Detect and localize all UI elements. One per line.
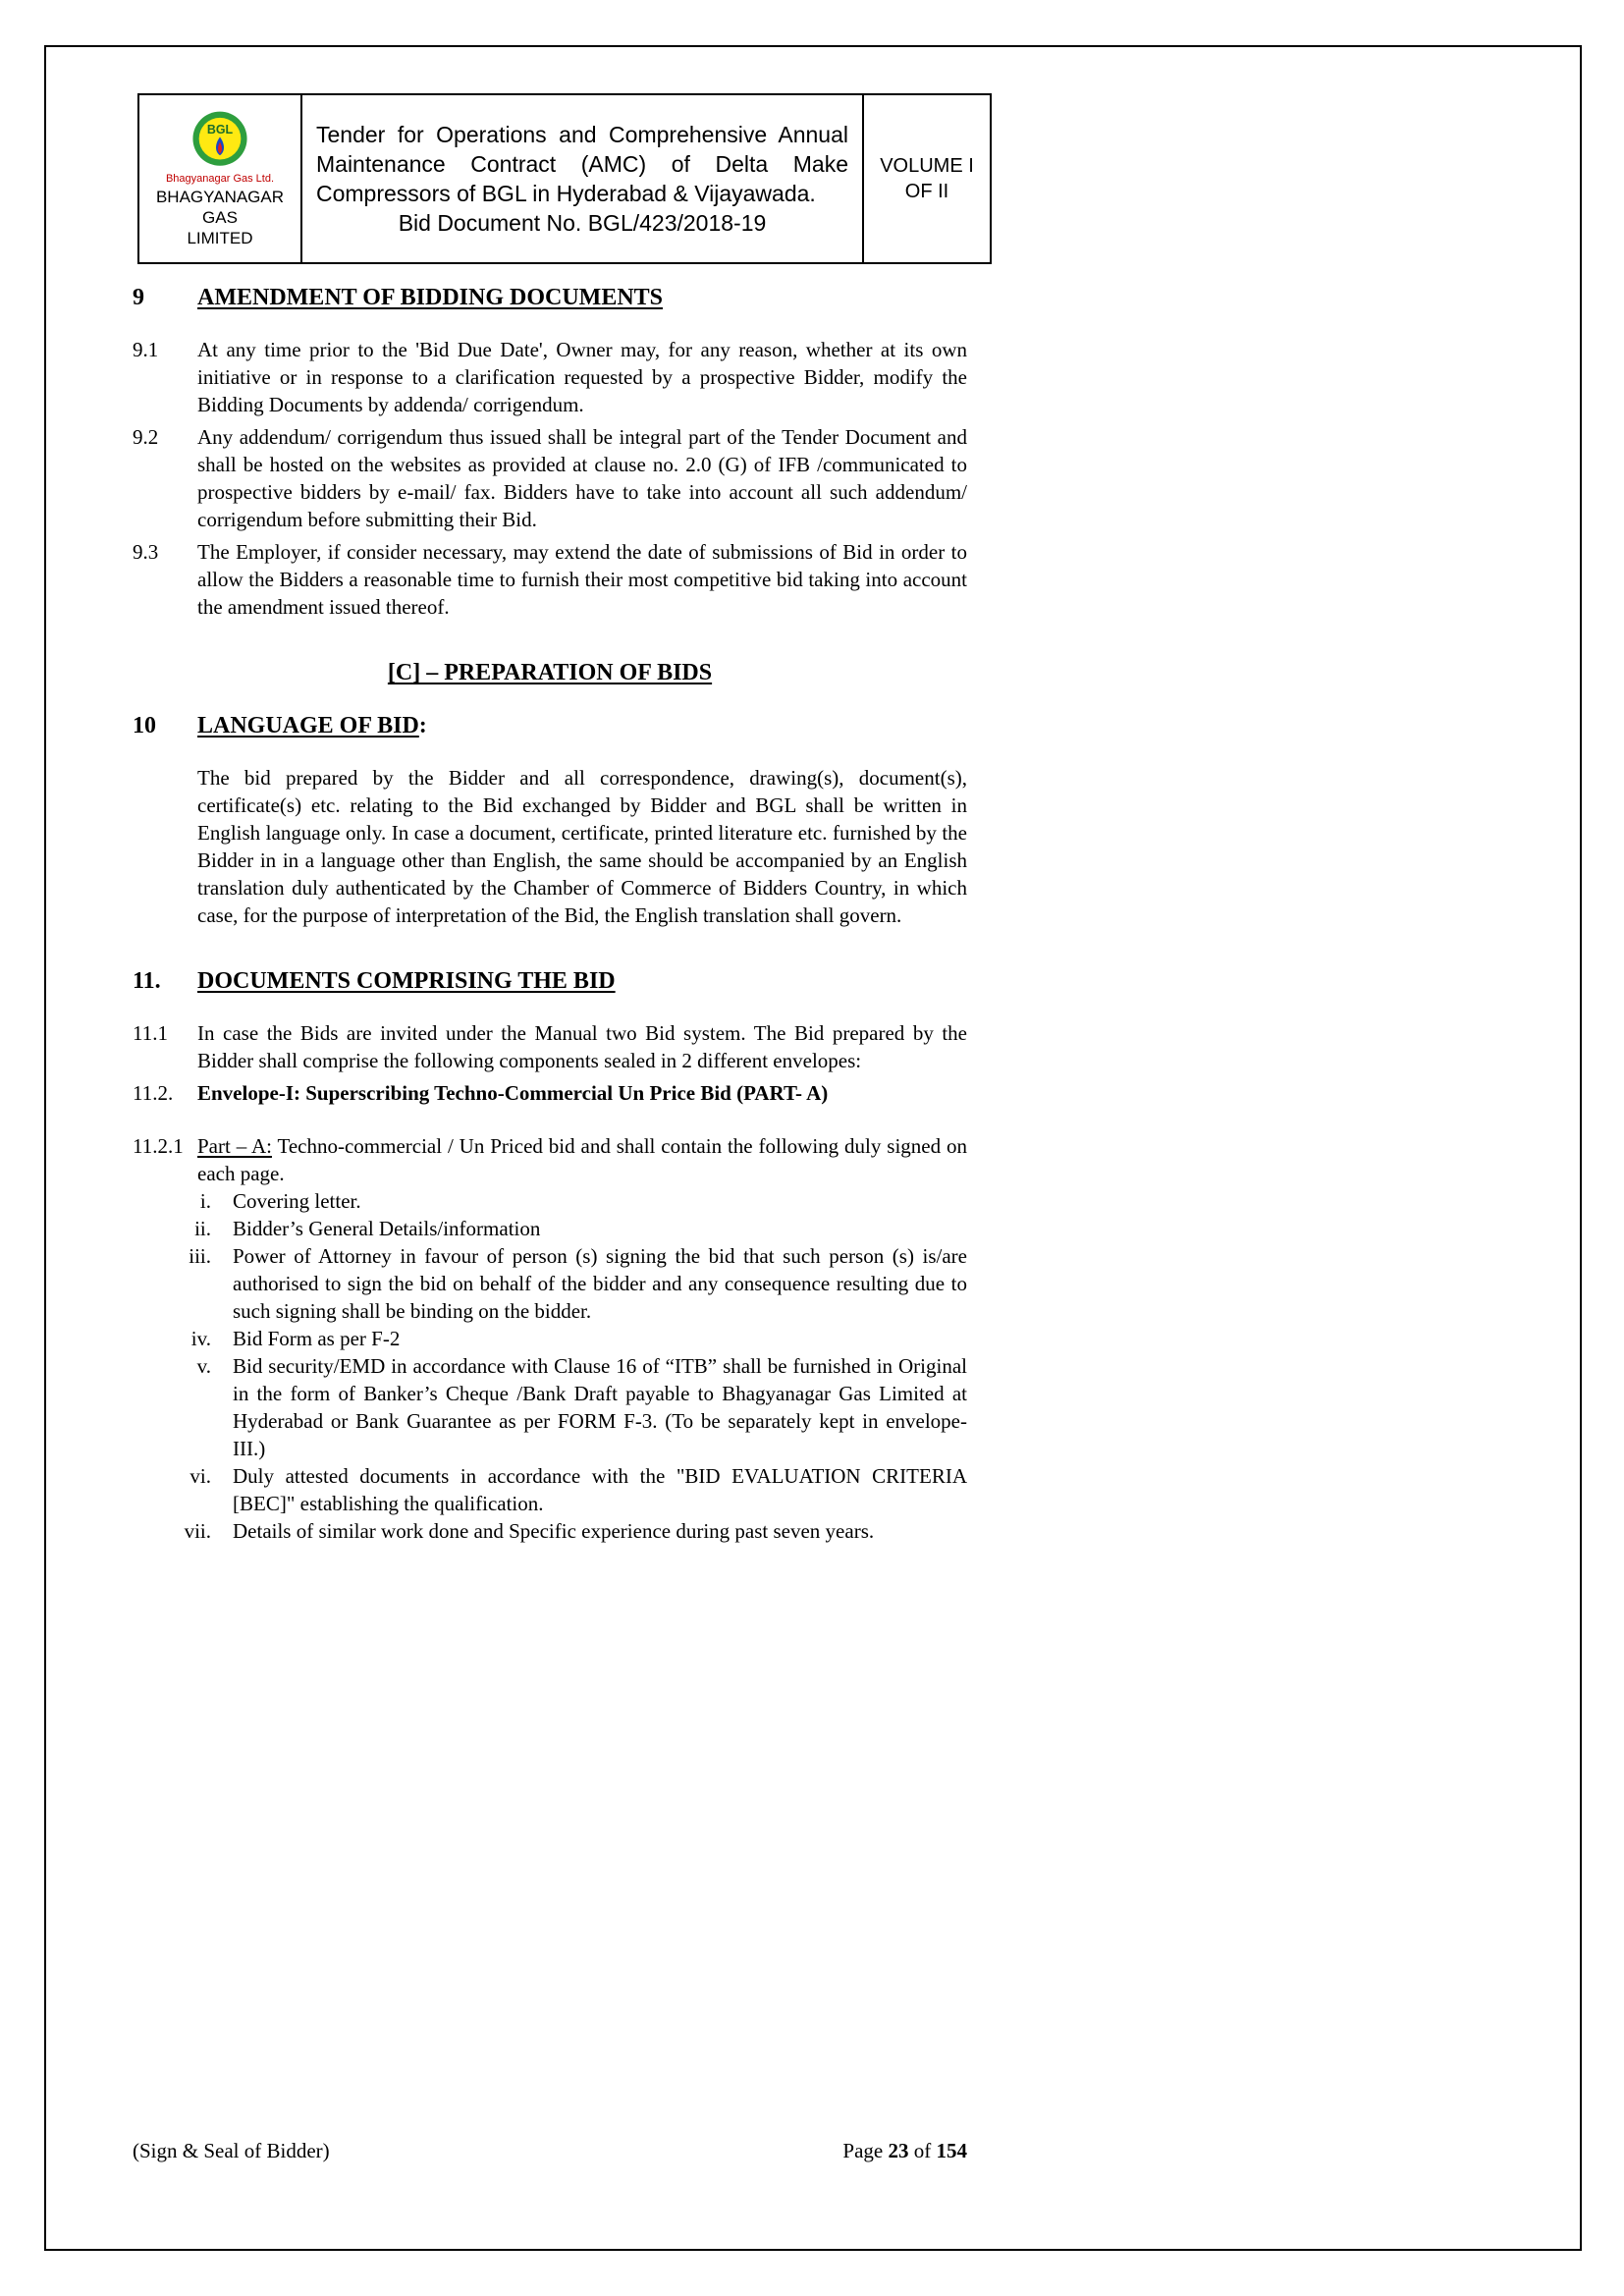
list-text: Bid Form as per F-2 (233, 1327, 401, 1350)
list-text: Details of similar work done and Specific experience during past seven years. (233, 1519, 875, 1543)
clause-text: At any time prior to the 'Bid Due Date', Owner may, for any reason, whether at its own initiative or in response to a clarification requested by a prospective Bidder, modify the Bidding Documents by addenda/ corrigendum. (197, 338, 967, 416)
list-item-i (133, 1187, 967, 1215)
clause-text: The bid prepared by the Bidder and all correspondence, drawing(s), document(s), certificate(s) etc. relating to the Bid exchanged by Bidder and BGL shall be written in English language only. In case a document, certificate, printed literature etc. furnished by the Bidder in in a language other than English, the same should be accompanied by an English translation duly authenticated by the Chamber of Commerce of Bidders Country, in which case, for the purpose of interpretation of the Bid, the English translation shall govern. (197, 766, 967, 927)
preparation-of-bids-title: [C] – PREPARATION OF BIDS (387, 660, 713, 685)
clause-text: In case the Bids are invited under the Manual two Bid system. The Bid prepared by the Bidder shall comprise the following components sealed in 2 different envelopes: (197, 1021, 967, 1072)
section-9-title: AMENDMENT OF BIDDING DOCUMENTS (197, 285, 664, 310)
clause-11-2 (133, 1079, 967, 1107)
bid-document-number: Bid Document No. BGL/423/2018-19 (398, 210, 767, 236)
logo-cell (139, 95, 302, 262)
clause-9-2 (133, 423, 967, 533)
list-item-ii (133, 1215, 967, 1242)
title-cell (302, 95, 864, 262)
clause-number: 9.1 (133, 338, 159, 361)
page-indicator (842, 2139, 967, 2163)
document-body (133, 283, 967, 1545)
page-total: 154 (936, 2139, 967, 2162)
page-footer (133, 2139, 967, 2163)
clause-11-2-1 (133, 1132, 967, 1187)
page-word: Page (842, 2139, 889, 2162)
clause-11-1 (133, 1019, 967, 1074)
clause-text: The Employer, if consider necessary, may extend the date of submissions of Bid in order to allow the Bidders a reasonable time to furnish their most competitive bid taking into account the amendment issued thereof. (197, 540, 967, 619)
volume-cell (864, 95, 990, 262)
section-9-heading (133, 283, 967, 312)
org-name (143, 187, 297, 248)
list-marker: vii. (184, 1519, 211, 1543)
list-marker: iii. (189, 1244, 211, 1268)
list-marker: ii. (194, 1217, 211, 1240)
org-name-line2: LIMITED (187, 229, 253, 247)
volume-line2: OF II (904, 181, 949, 202)
logo-caption: Bhagyanagar Gas Ltd. (165, 173, 275, 185)
clause-number: 11.1 (133, 1021, 168, 1045)
list-text: Duly attested documents in accordance with the "BID EVALUATION CRITERIA [BEC]" establishing the qualification. (233, 1464, 967, 1515)
list-item-v (133, 1352, 967, 1462)
clause-9-3 (133, 538, 967, 621)
list-text: Bid security/EMD in accordance with Clause 16 of “ITB” shall be furnished in Original in the form of Banker’s Cheque /Bank Draft payable to Bhagyanagar Gas Limited at Hyderabad or Bank Guarantee as per FORM F-3. (To be separately kept in envelope-III.) (233, 1354, 967, 1460)
section-10-colon: : (418, 713, 427, 738)
sign-seal-note: (Sign & Seal of Bidder) (133, 2139, 330, 2162)
section-11-heading (133, 966, 967, 996)
clause-text: Techno-commercial / Un Priced bid and shall contain the following duly signed on each page. (197, 1134, 967, 1185)
org-name-line1: BHAGYANAGAR GAS (155, 188, 285, 227)
section-9-number: 9 (133, 285, 144, 310)
preparation-of-bids-heading (133, 658, 967, 687)
list-item-iv (133, 1325, 967, 1352)
section-10-heading (133, 711, 967, 740)
clause-9-1 (133, 336, 967, 418)
svg-text:BGL: BGL (206, 122, 234, 137)
list-text: Bidder’s General Details/information (233, 1217, 541, 1240)
section-11-number: 11. (133, 968, 161, 994)
clause-text: Any addendum/ corrigendum thus issued shall be integral part of the Tender Document and shall be hosted on the websites as provided at clause no. 2.0 (G) of IFB /communicated to prospective bidders by e-mail/ fax. Bidders have to take into account all such addendum/ corrigendum before submitting their Bid. (197, 425, 967, 531)
list-text: Covering letter. (233, 1189, 361, 1213)
section-11-title: DOCUMENTS COMPRISING THE BID (197, 968, 616, 994)
clause-number: 11.2. (133, 1081, 174, 1105)
envelope-1-label: Envelope-I: Superscribing Techno-Commercial Un Price Bid (PART- A) (197, 1081, 829, 1105)
section-10-title: LANGUAGE OF BID (197, 713, 419, 738)
list-item-vi (133, 1462, 967, 1517)
volume-line1: VOLUME I (880, 155, 974, 177)
of-word: of (908, 2139, 937, 2162)
list-text: Power of Attorney in favour of person (s) signing the bid that such person (s) is/are authorised to sign the bid on behalf of the bidder and any consequence resulting due to such signing shall be binding on the bidder. (233, 1244, 967, 1323)
list-item-vii (133, 1517, 967, 1545)
page-number: 23 (888, 2139, 909, 2162)
list-marker: vi. (189, 1464, 211, 1488)
header-table (137, 93, 992, 264)
bgl-logo-icon (189, 109, 251, 172)
clause-10-body (133, 764, 967, 929)
tender-title: Tender for Operations and Comprehensive Annual Maintenance Contract (AMC) of Delta Make Compressors of BGL in Hyderabad & Vijayawada. (316, 122, 848, 206)
clause-number: 9.2 (133, 425, 159, 449)
section-10-number: 10 (133, 713, 156, 738)
list-marker: iv. (190, 1327, 211, 1350)
list-marker: i. (199, 1189, 211, 1213)
part-a-label: Part – A: (197, 1134, 272, 1158)
list-marker: v. (196, 1354, 211, 1378)
clause-number: 11.2.1 (133, 1134, 184, 1158)
clause-number: 9.3 (133, 540, 159, 564)
list-item-iii (133, 1242, 967, 1325)
